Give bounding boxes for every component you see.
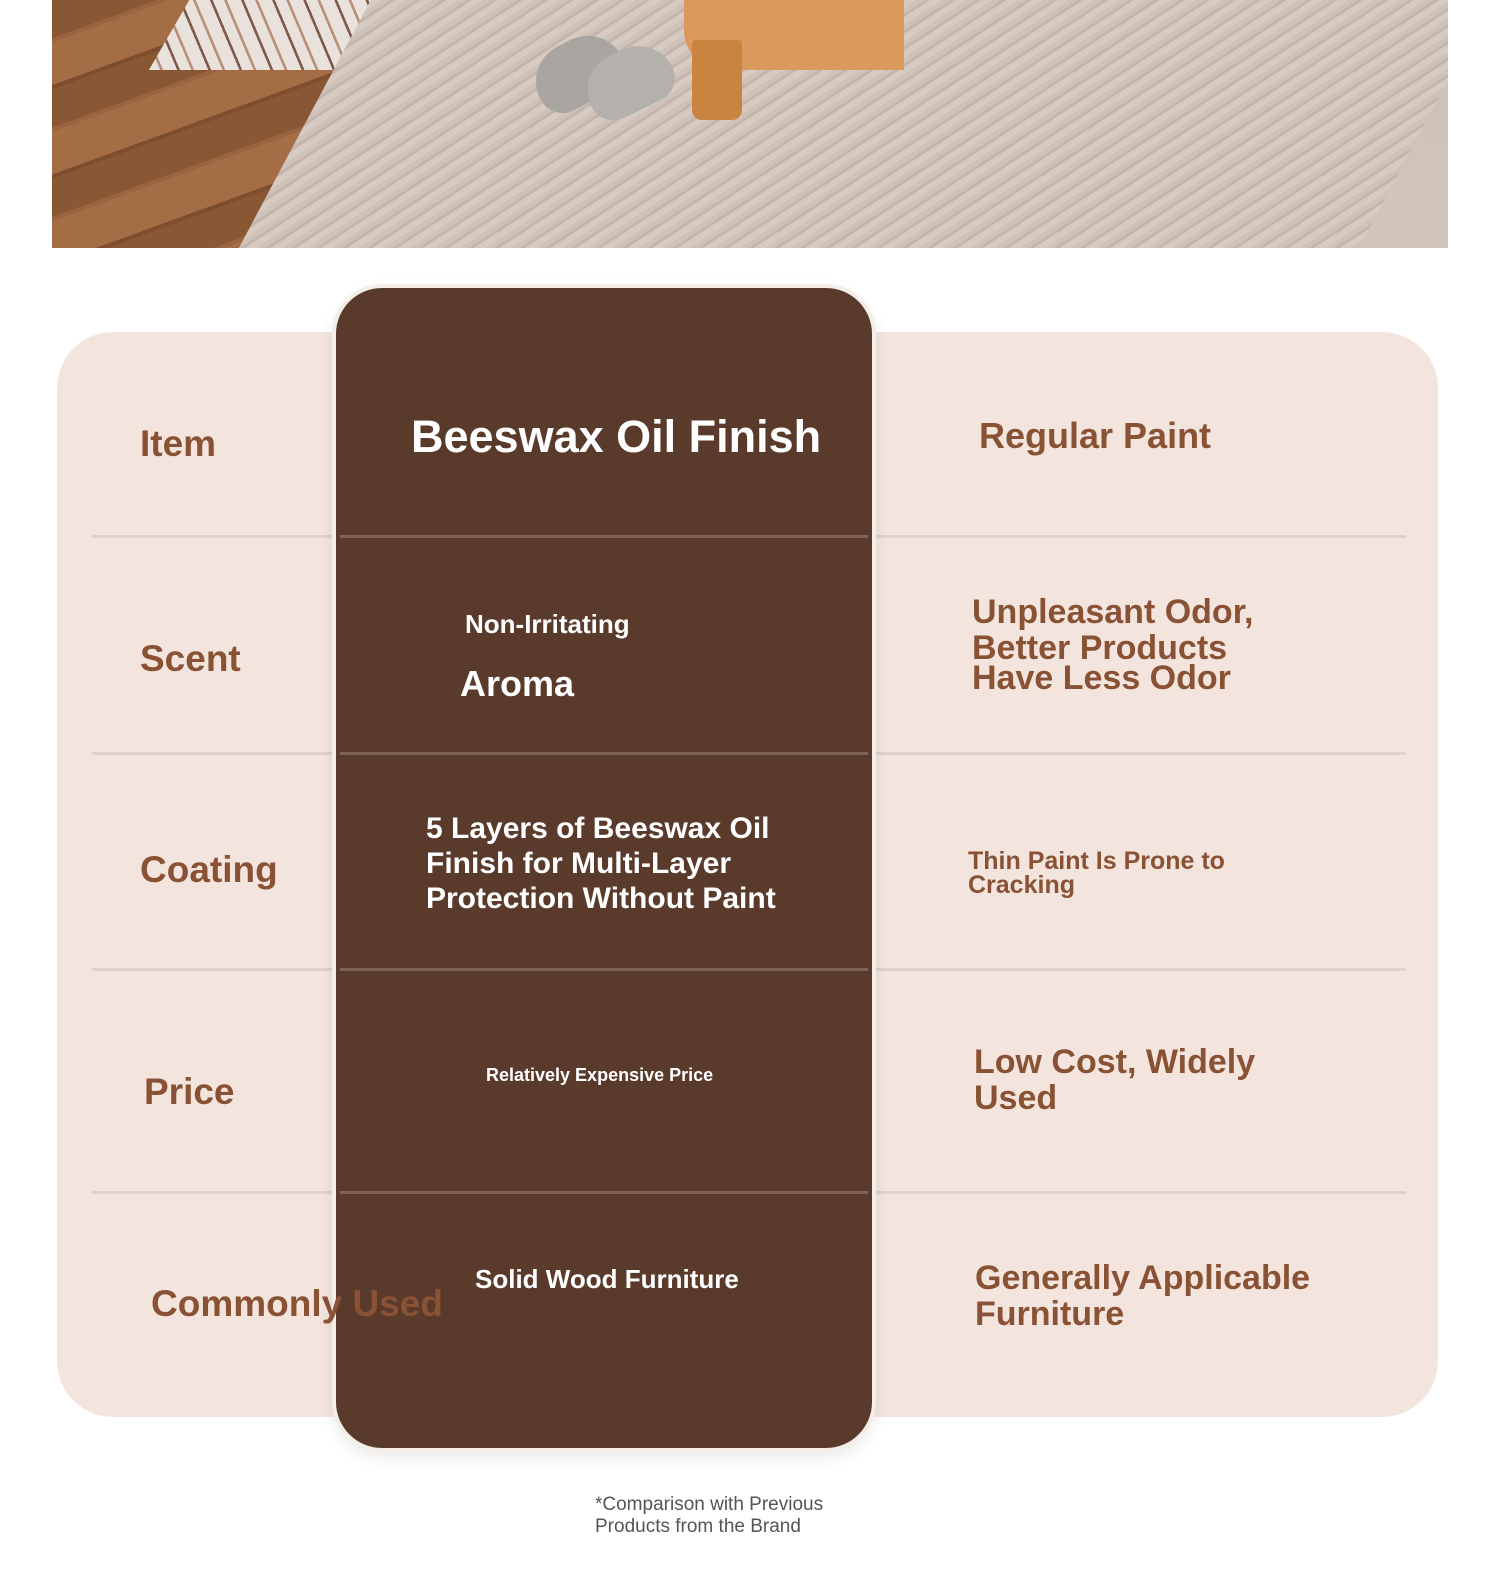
header-item: Item (140, 423, 217, 464)
beeswax-scent-line1: Non-Irritating (465, 609, 630, 639)
beeswax-coating-line: Protection Without Paint (426, 882, 776, 915)
paint-scent-line: Better Products (972, 629, 1228, 667)
beeswax-coating (426, 811, 776, 916)
footnote (595, 1494, 895, 1538)
paint-price-line: Used (974, 1079, 1058, 1117)
footnote-line: Products from the Brand (595, 1516, 801, 1537)
row-divider (92, 1191, 334, 1194)
footnote-line: *Comparison with Previous (595, 1494, 824, 1515)
row-label-commonly-used: Commonly Used (151, 1283, 443, 1324)
row-divider (92, 968, 334, 971)
sofa-leg (692, 40, 742, 120)
paint-usage-line: Generally Applicable (975, 1259, 1311, 1297)
paint-price (974, 1044, 1255, 1116)
header-beeswax: Beeswax Oil Finish (411, 411, 822, 462)
beeswax-coating-line: 5 Layers of Beeswax Oil (426, 812, 770, 845)
column-divider (340, 1191, 868, 1194)
paint-usage-line: Furniture (975, 1295, 1125, 1333)
beeswax-coating-line: Finish for Multi-Layer (426, 847, 732, 880)
paint-coating-line: Cracking (968, 871, 1075, 899)
header-regular-paint: Regular Paint (979, 415, 1212, 456)
beeswax-price: Relatively Expensive Price (486, 1065, 714, 1085)
paint-scent (972, 593, 1254, 697)
row-divider (92, 535, 334, 538)
paint-usage (975, 1260, 1310, 1332)
row-label-scent: Scent (140, 638, 241, 679)
column-divider (340, 968, 868, 971)
column-divider (340, 535, 868, 538)
paint-price-line: Low Cost, Widely (974, 1043, 1256, 1081)
paint-coating-line: Thin Paint Is Prone to (968, 847, 1225, 875)
paint-scent-line: Have Less Odor (972, 659, 1231, 697)
column-divider (340, 752, 868, 755)
paint-coating (968, 849, 1225, 897)
row-divider (874, 535, 1406, 538)
beeswax-scent-line2: Aroma (460, 663, 575, 704)
row-divider (874, 752, 1406, 755)
beeswax-usage: Solid Wood Furniture (475, 1264, 739, 1294)
row-divider (874, 968, 1406, 971)
row-label-coating: Coating (140, 849, 278, 890)
row-label-price: Price (144, 1071, 235, 1112)
row-divider (874, 1191, 1406, 1194)
row-divider (92, 752, 334, 755)
hero-photo (52, 0, 1448, 248)
paint-scent-line: Unpleasant Odor, (972, 593, 1254, 631)
